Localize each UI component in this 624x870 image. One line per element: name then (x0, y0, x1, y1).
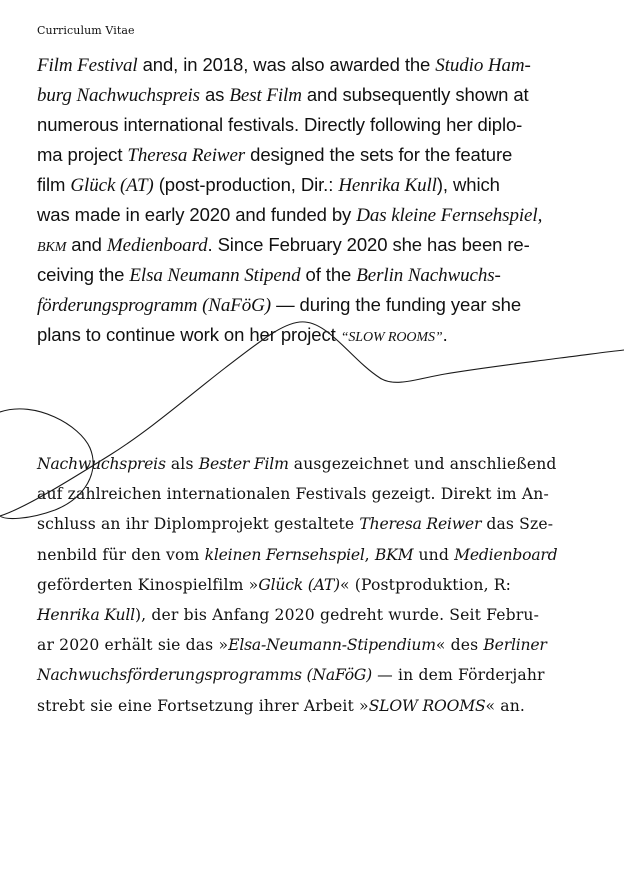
italic-text-span: Das kleine Fernsehspiel, (356, 205, 543, 226)
german-text-line (37, 600, 597, 630)
english-text-line (37, 80, 597, 110)
text-span: ), der bis Anfang 2020 gedreht wurde. Seit Febru- (134, 605, 540, 624)
text-span: plans to continue work on her project (37, 324, 341, 345)
text-span: — during the funding year she (271, 294, 522, 315)
text-span: . (442, 324, 448, 345)
text-span: schluss an ihr Diplomprojekt gestaltete (37, 515, 360, 534)
english-biography-paragraph (37, 50, 597, 350)
german-text-line (37, 570, 597, 600)
text-span: numerous international festivals. Directly following her diplo- (37, 114, 523, 135)
text-span: and, in 2018, was also awarded the (137, 54, 436, 75)
german-text-line (37, 509, 597, 539)
italic-text-span: Medienboard (106, 235, 208, 256)
english-text-line (37, 140, 597, 170)
text-span: als (165, 455, 199, 473)
italic-text-span: Theresa Reiwer (359, 515, 482, 534)
text-span: and subsequently shown at (301, 84, 529, 105)
english-text-line (37, 110, 597, 140)
italic-text-span: Glück (AT) (70, 175, 154, 196)
text-span: ceiving the (37, 264, 130, 285)
english-text-line (37, 200, 597, 230)
italic-text-span: Film Festival (37, 55, 138, 76)
text-span: — in dem Förderjahr (372, 666, 545, 685)
english-text-line (37, 320, 597, 350)
italic-text-span: Nachwuchsförderungsprogramms (NaFöG) (37, 666, 373, 685)
italic-text-span: Berlin Nachwuchs- (356, 265, 501, 286)
german-biography-paragraph (37, 449, 597, 721)
text-span: « (Postproduktion, R: (339, 575, 512, 594)
german-text-line (37, 540, 597, 570)
text-span: « an. (485, 696, 526, 715)
english-text-line (37, 290, 597, 320)
italic-text-span: Bester Film (198, 455, 289, 473)
text-span: designed the sets for the feature (245, 144, 513, 165)
text-span: was made in early 2020 and funded by (37, 204, 357, 225)
english-text-line (37, 230, 597, 260)
text-span: und (413, 545, 455, 564)
italic-text-span: BKM (37, 240, 67, 255)
german-text-line (37, 449, 597, 479)
italic-text-span: Elsa Neumann Stipend (129, 265, 301, 286)
text-span: of the (300, 264, 357, 285)
text-span: ausgezeichnet und anschließend (288, 455, 557, 473)
text-span: nenbild für den vom (37, 545, 205, 564)
italic-text-span: Theresa Reiwer (127, 145, 246, 166)
italic-text-span: Henrika Kull (338, 175, 437, 196)
text-span: das Sze- (481, 515, 554, 534)
italic-text-span: Studio Ham- (435, 55, 531, 76)
german-text-line (37, 479, 597, 509)
italic-text-span: “SLOW ROOMS” (340, 330, 443, 345)
english-text-line (37, 170, 597, 200)
italic-text-span: Nachwuchspreis (37, 455, 166, 473)
italic-text-span: burg Nachwuchspreis (37, 85, 200, 106)
italic-text-span: Elsa-Neumann-Stipendium (228, 636, 436, 655)
text-span: strebt sie eine Fortsetzung ihrer Arbeit » (37, 696, 369, 715)
italic-text-span: Best Film (229, 85, 302, 106)
english-text-line (37, 50, 597, 80)
english-text-line (37, 260, 597, 290)
text-span: as (199, 84, 230, 105)
text-span: (post-production, Dir.: (153, 174, 339, 195)
text-span: and (66, 234, 107, 255)
italic-text-span: förderungsprogramm (NaFöG) (37, 295, 272, 316)
text-span: geförderten Kinospielfilm » (37, 575, 259, 594)
german-text-line (37, 630, 597, 660)
text-span: film (37, 174, 71, 195)
italic-text-span: BKM (374, 545, 414, 564)
italic-text-span: kleinen Fernsehspiel (204, 545, 365, 564)
italic-text-span: SLOW ROOMS (368, 696, 486, 715)
text-span: , (364, 545, 375, 564)
text-span: « des (435, 636, 484, 655)
text-span: ), which (436, 174, 500, 195)
italic-text-span: Henrika Kull (37, 605, 135, 624)
italic-text-span: Glück (AT) (258, 575, 340, 594)
text-span: auf zahlreichen internationalen Festivals gezeigt. Direkt im An- (37, 485, 549, 504)
text-span: ar 2020 erhält sie das » (37, 636, 229, 655)
italic-text-span: Berliner (483, 636, 547, 655)
german-text-line (37, 660, 597, 690)
text-span: . Since February 2020 she has been re- (207, 234, 530, 255)
german-text-line (37, 691, 597, 721)
text-span: ma project (37, 144, 128, 165)
italic-text-span: Medienboard (454, 545, 558, 564)
page-header-title: Curriculum Vitae (37, 24, 135, 37)
